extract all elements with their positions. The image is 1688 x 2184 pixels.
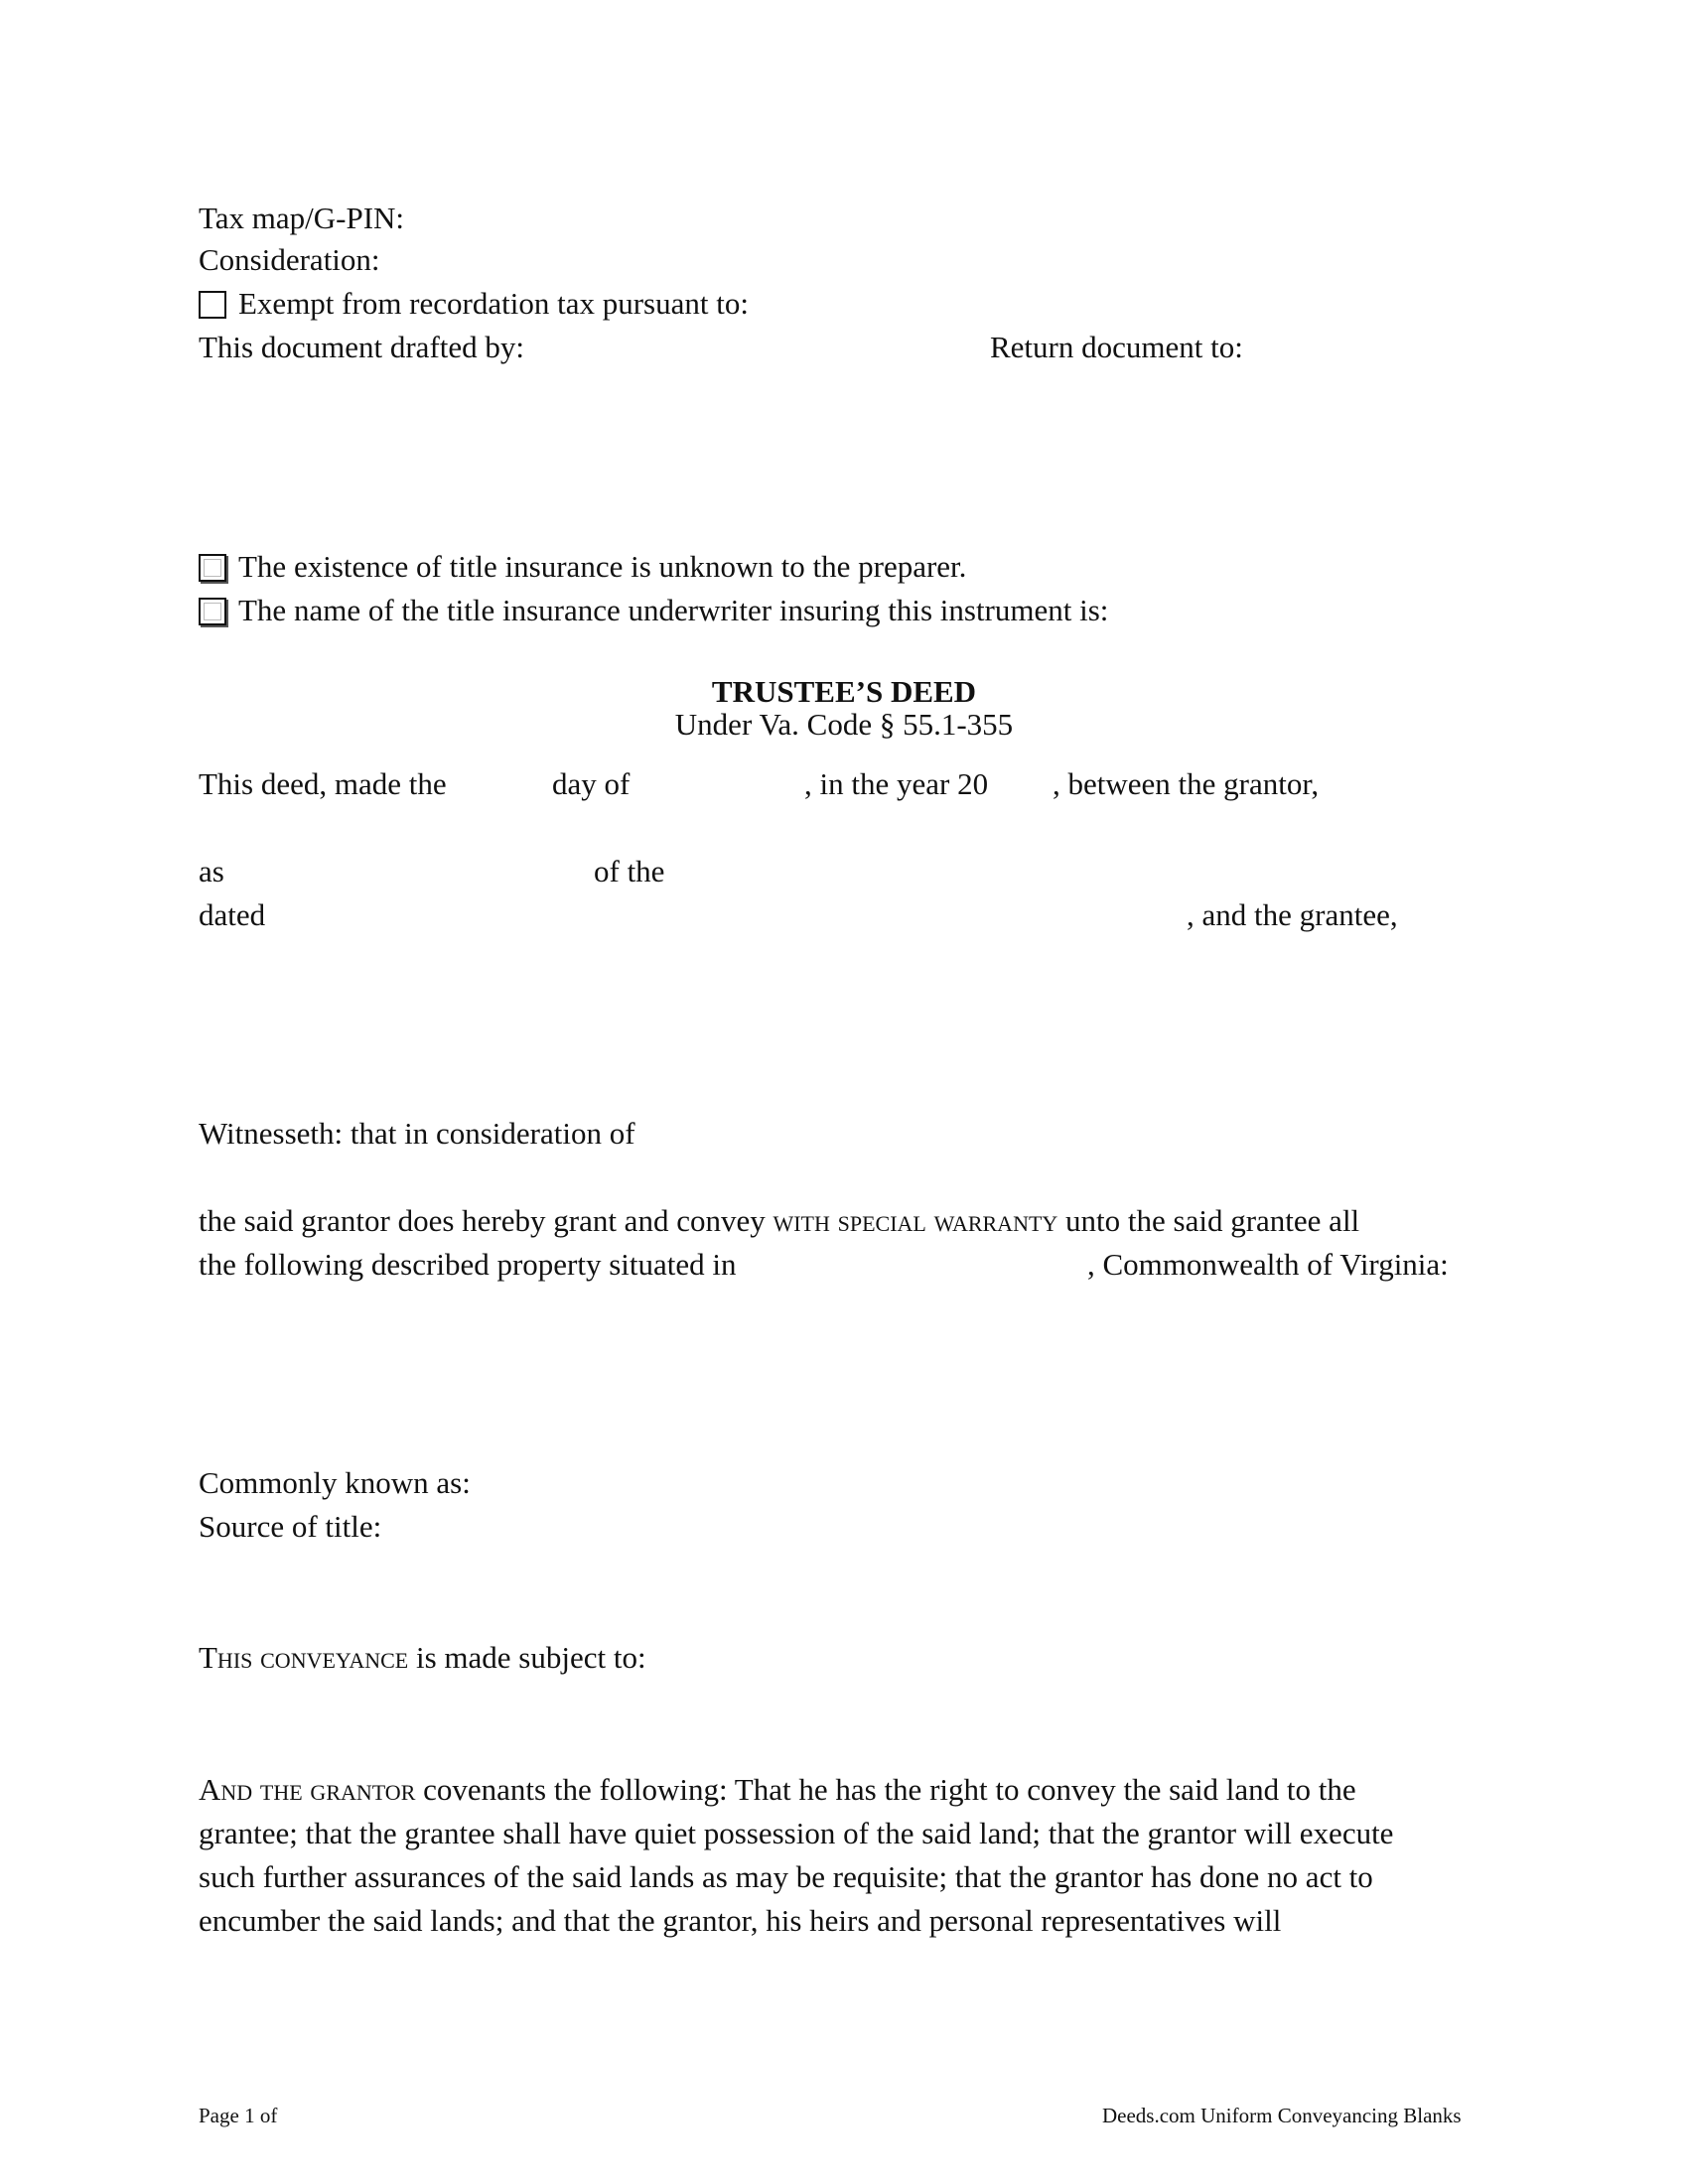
trust-as: as: [199, 854, 224, 888]
deed-in-year: , in the year 20: [804, 766, 989, 801]
consideration-label: Consideration:: [199, 242, 380, 277]
title-insurance-underwriter-checkbox[interactable]: [199, 598, 226, 625]
title-insurance-underwriter-label: The name of the title insurance underwriter insuring this instrument is:: [238, 593, 1109, 627]
this-conveyance: This conveyance: [199, 1640, 409, 1675]
conveyance-subject-to: [199, 1636, 646, 1680]
trust-and-grantee: , and the grantee,: [1187, 897, 1398, 932]
grant-line-1-end: unto the said grantee all: [1057, 1203, 1360, 1238]
grant-line-2-end: , Commonwealth of Virginia:: [1087, 1247, 1449, 1282]
deed-made-the: This deed, made the: [199, 766, 447, 801]
exempt-label: Exempt from recordation tax pursuant to:: [238, 286, 749, 321]
return-to-label: Return document to:: [990, 330, 1243, 364]
and-the-grantor: And the grantor: [199, 1772, 416, 1807]
title-insurance-unknown-label: The existence of title insurance is unknown to the preparer.: [238, 549, 967, 584]
trust-dated: dated: [199, 897, 266, 932]
covenants-line-4: encumber the said lands; and that the grantor, his heirs and personal representatives will: [199, 1903, 1282, 1938]
document-title: TRUSTEE’S DEED: [711, 674, 977, 709]
document-subtitle: Under Va. Code § 55.1-355: [674, 707, 1014, 742]
exempt-checkbox[interactable]: [199, 291, 226, 319]
grant-line-1-start: the said grantor does hereby grant and convey: [199, 1203, 774, 1238]
footer-page-number: Page 1 of: [199, 2104, 278, 2127]
deed-between-grantor: , between the grantor,: [1053, 766, 1320, 801]
title-insurance-unknown-checkbox[interactable]: [199, 554, 226, 582]
covenants-line-2: grantee; that the grantee shall have quiet possession of the said land; that the grantor will execute: [199, 1816, 1394, 1850]
covenants-line-1: [199, 1768, 1356, 1812]
conveyance-rest: is made subject to:: [408, 1640, 646, 1675]
title-insurance-underwriter-row: [199, 589, 1108, 632]
exempt-row: [199, 282, 749, 326]
grant-line-2-start: the following described property situated in: [199, 1247, 737, 1282]
footer-brand: Deeds.com Uniform Conveyancing Blanks: [1102, 2104, 1462, 2127]
trust-of-the: of the: [594, 854, 665, 888]
deed-day-of: day of: [552, 766, 631, 801]
witnesseth-text: Witnesseth: that in consideration of: [199, 1116, 635, 1151]
drafted-by-label: This document drafted by:: [199, 330, 524, 364]
source-of-title-label: Source of title:: [199, 1509, 382, 1544]
title-insurance-unknown-row: [199, 545, 966, 589]
covenants-line-1-text: covenants the following: That he has the right to convey the said land to the: [415, 1772, 1356, 1807]
commonly-known-as-label: Commonly known as:: [199, 1465, 471, 1500]
tax-map-label: Tax map/G-PIN:: [199, 201, 405, 235]
grant-line-1: [199, 1199, 1359, 1243]
covenants-line-3: such further assurances of the said lands as may be requisite; that the grantor has done no act to: [199, 1859, 1373, 1894]
special-warranty: with special warranty: [773, 1203, 1058, 1238]
